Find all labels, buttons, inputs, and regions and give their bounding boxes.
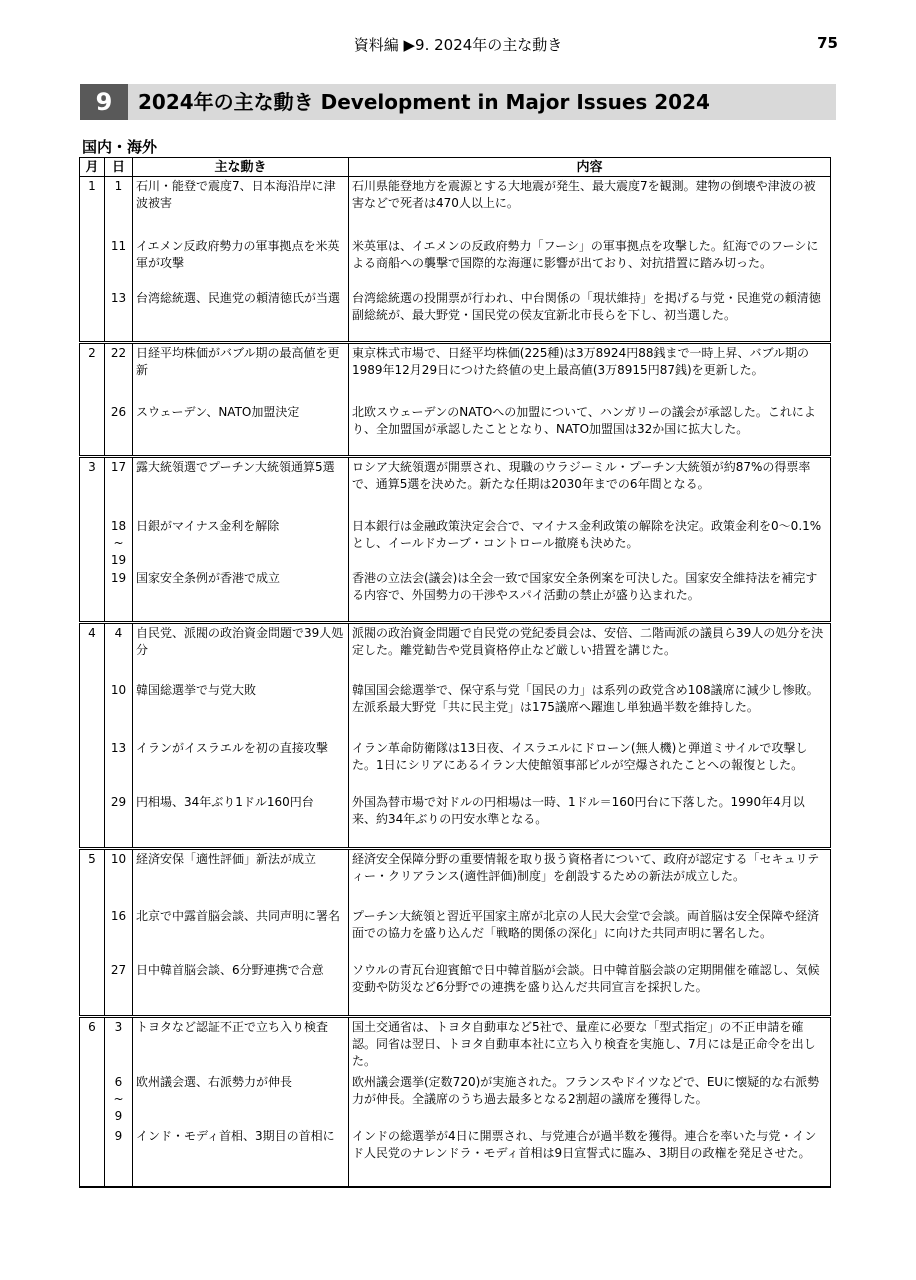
page-number: 75 bbox=[817, 34, 838, 52]
headline-cell: 北京で中露首脳会談、共同声明に署名 bbox=[133, 907, 349, 961]
content-cell: 日本銀行は金融政策決定会合で、マイナス金利政策の解除を決定。政策金利を0～0.1%とし、イールドカーブ・コントロール撤廃も決めた。 bbox=[349, 517, 831, 569]
table-row bbox=[80, 237, 831, 289]
day-cell: 16 bbox=[105, 907, 133, 961]
headline-cell: 石川・能登で震度7、日本海沿岸に津波被害 bbox=[133, 177, 349, 237]
headline-cell: スウェーデン、NATO加盟決定 bbox=[133, 403, 349, 457]
headline-cell: 円相場、34年ぶり1ドル160円台 bbox=[133, 793, 349, 849]
content-cell: 経済安全保障分野の重要情報を取り扱う資格者について、政府が認定する「セキュリティー・クリアランス(適性評価)制度」を創設するための新法が成立した。 bbox=[349, 849, 831, 907]
month-cell bbox=[80, 237, 105, 289]
headline-cell: インド・モディ首相、3期目の首相に bbox=[133, 1127, 349, 1187]
day-cell: 17 bbox=[105, 457, 133, 517]
day-cell: 6 ~ 9 bbox=[105, 1073, 133, 1127]
content-cell: 国土交通省は、トヨタ自動車など5社で、量産に必要な「型式指定」の不正申請を確認。同省は翌日、トヨタ自動車本社に立ち入り検査を実施し、7月には是正命令を出した。 bbox=[349, 1017, 831, 1073]
table-header-row bbox=[80, 158, 831, 177]
month-cell bbox=[80, 739, 105, 793]
day-cell: 9 bbox=[105, 1127, 133, 1187]
headline-cell: 経済安保「適性評価」新法が成立 bbox=[133, 849, 349, 907]
content-cell: 東京株式市場で、日経平均株価(225種)は3万8924円88銭まで一時上昇、バブル期の1989年12月29日につけた終値の史上最高値(3万8915円87銭)を更新した。 bbox=[349, 343, 831, 403]
events-table bbox=[79, 157, 831, 1188]
content-cell: 香港の立法会(議会)は全会一致で国家安全条例案を可決した。国家安全維持法を補完する内容で、外国勢力の干渉やスパイ活動の禁止が盛り込まれた。 bbox=[349, 569, 831, 623]
month-cell bbox=[80, 569, 105, 623]
month-cell bbox=[80, 793, 105, 849]
content-cell: 北欧スウェーデンのNATOへの加盟について、ハンガリーの議会が承認した。これにより、全加盟国が承認したこととなり、NATO加盟国は32か国に拡大した。 bbox=[349, 403, 831, 457]
table-row bbox=[80, 1017, 831, 1073]
content-cell: インドの総選挙が4日に開票され、与党連合が過半数を獲得。連合を率いた与党・インド人民党のナレンドラ・モディ首相は9日宣誓式に臨み、3期目の政権を発足させた。 bbox=[349, 1127, 831, 1187]
day-cell: 19 bbox=[105, 569, 133, 623]
section-title-bar bbox=[80, 84, 836, 120]
running-title: 資料編 ▶9. 2024年の主な動き bbox=[353, 36, 563, 54]
day-cell: 13 bbox=[105, 739, 133, 793]
content-cell: 石川県能登地方を震源とする大地震が発生、最大震度7を観測。建物の倒壊や津波の被害などで死者は470人以上に。 bbox=[349, 177, 831, 237]
month-cell bbox=[80, 1073, 105, 1127]
content-cell: 韓国国会総選挙で、保守系与党「国民の力」は系列の政党含め108議席に減少し惨敗。左派系最大野党「共に民主党」は175議席へ躍進し単独過半数を維持した。 bbox=[349, 681, 831, 739]
month-cell bbox=[80, 517, 105, 569]
table-row bbox=[80, 793, 831, 849]
content-cell: 欧州議会選挙(定数720)が実施された。フランスやドイツなどで、EUに懐疑的な右派勢力が伸長。全議席のうち過去最多となる2割超の議席を獲得した。 bbox=[349, 1073, 831, 1127]
content-cell: 米英軍は、イエメンの反政府勢力「フーシ」の軍事拠点を攻撃した。紅海でのフーシによる商船への襲撃で国際的な海運に影響が出ており、対抗措置に踏み切った。 bbox=[349, 237, 831, 289]
day-cell: 22 bbox=[105, 343, 133, 403]
headline-cell: 欧州議会選、右派勢力が伸長 bbox=[133, 1073, 349, 1127]
month-cell: 4 bbox=[80, 623, 105, 681]
day-cell: 27 bbox=[105, 961, 133, 1017]
day-cell: 18 ~ 19 bbox=[105, 517, 133, 569]
day-cell: 26 bbox=[105, 403, 133, 457]
subsection-heading: 国内・海外 bbox=[82, 138, 158, 156]
day-cell: 10 bbox=[105, 849, 133, 907]
day-cell: 10 bbox=[105, 681, 133, 739]
content-cell: プーチン大統領と習近平国家主席が北京の人民大会堂で会談。両首脳は安全保障や経済面での協力を盛り込んだ「戦略的関係の深化」に向けた共同声明に署名した。 bbox=[349, 907, 831, 961]
day-cell: 1 bbox=[105, 177, 133, 237]
column-header-headline: 主な動き bbox=[133, 158, 349, 177]
table-row bbox=[80, 403, 831, 457]
month-cell: 1 bbox=[80, 177, 105, 237]
table-row bbox=[80, 289, 831, 343]
table-row bbox=[80, 623, 831, 681]
headline-cell: 日中韓首脳会談、6分野連携で合意 bbox=[133, 961, 349, 1017]
day-cell: 13 bbox=[105, 289, 133, 343]
headline-cell: 自民党、派閥の政治資金問題で39人処分 bbox=[133, 623, 349, 681]
content-cell: 台湾総統選の投開票が行われ、中台関係の「現状維持」を掲げる与党・民進党の頼清徳副総統が、最大野党・国民党の侯友宜新北市長らを下し、初当選した。 bbox=[349, 289, 831, 343]
month-cell: 2 bbox=[80, 343, 105, 403]
headline-cell: 日銀がマイナス金利を解除 bbox=[133, 517, 349, 569]
content-cell: 派閥の政治資金問題で自民党の党紀委員会は、安倍、二階両派の議員ら39人の処分を決定した。離党勧告や党員資格停止など厳しい措置を講じた。 bbox=[349, 623, 831, 681]
day-cell: 4 bbox=[105, 623, 133, 681]
column-header-content: 内容 bbox=[349, 158, 831, 177]
headline-cell: イランがイスラエルを初の直接攻撃 bbox=[133, 739, 349, 793]
headline-cell: 韓国総選挙で与党大敗 bbox=[133, 681, 349, 739]
headline-cell: トヨタなど認証不正で立ち入り検査 bbox=[133, 1017, 349, 1073]
headline-cell: 台湾総統選、民進党の頼清徳氏が当選 bbox=[133, 289, 349, 343]
month-cell bbox=[80, 403, 105, 457]
month-cell bbox=[80, 1127, 105, 1187]
table-row bbox=[80, 739, 831, 793]
table-row bbox=[80, 961, 831, 1017]
month-cell: 6 bbox=[80, 1017, 105, 1073]
section-title: 2024年の主な動き Development in Major Issues 2024 bbox=[138, 90, 710, 114]
content-cell: ロシア大統領選が開票され、現職のウラジーミル・プーチン大統領が約87%の得票率で、通算5選を決めた。新たな任期は2030年までの6年間となる。 bbox=[349, 457, 831, 517]
headline-cell: イエメン反政府勢力の軍事拠点を米英軍が攻撃 bbox=[133, 237, 349, 289]
table-row bbox=[80, 681, 831, 739]
table-row bbox=[80, 457, 831, 517]
table-row bbox=[80, 343, 831, 403]
content-cell: 外国為替市場で対ドルの円相場は一時、1ドル＝160円台に下落した。1990年4月以来、約34年ぶりの円安水準となる。 bbox=[349, 793, 831, 849]
day-cell: 11 bbox=[105, 237, 133, 289]
content-cell: イラン革命防衛隊は13日夜、イスラエルにドローン(無人機)と弾道ミサイルで攻撃した。1日にシリアにあるイラン大使館領事部ビルが空爆されたことへの報復とした。 bbox=[349, 739, 831, 793]
month-cell: 3 bbox=[80, 457, 105, 517]
content-cell: ソウルの青瓦台迎賓館で日中韓首脳が会談。日中韓首脳会談の定期開催を確認し、気候変動や防災など6分野での連携を盛り込んだ共同宣言を採択した。 bbox=[349, 961, 831, 1017]
events-body bbox=[80, 177, 831, 1187]
month-cell bbox=[80, 961, 105, 1017]
table-row bbox=[80, 517, 831, 569]
month-cell bbox=[80, 681, 105, 739]
table-row bbox=[80, 1127, 831, 1187]
section-number: 9 bbox=[80, 84, 128, 120]
headline-cell: 日経平均株価がバブル期の最高値を更新 bbox=[133, 343, 349, 403]
day-cell: 3 bbox=[105, 1017, 133, 1073]
table-row bbox=[80, 849, 831, 907]
month-cell bbox=[80, 289, 105, 343]
headline-cell: 国家安全条例が香港で成立 bbox=[133, 569, 349, 623]
table-row bbox=[80, 569, 831, 623]
day-cell: 29 bbox=[105, 793, 133, 849]
headline-cell: 露大統領選でプーチン大統領通算5選 bbox=[133, 457, 349, 517]
column-header-day: 日 bbox=[105, 158, 133, 177]
table-row bbox=[80, 907, 831, 961]
table-row bbox=[80, 1073, 831, 1127]
month-cell bbox=[80, 907, 105, 961]
month-cell: 5 bbox=[80, 849, 105, 907]
column-header-month: 月 bbox=[80, 158, 105, 177]
table-row bbox=[80, 177, 831, 237]
